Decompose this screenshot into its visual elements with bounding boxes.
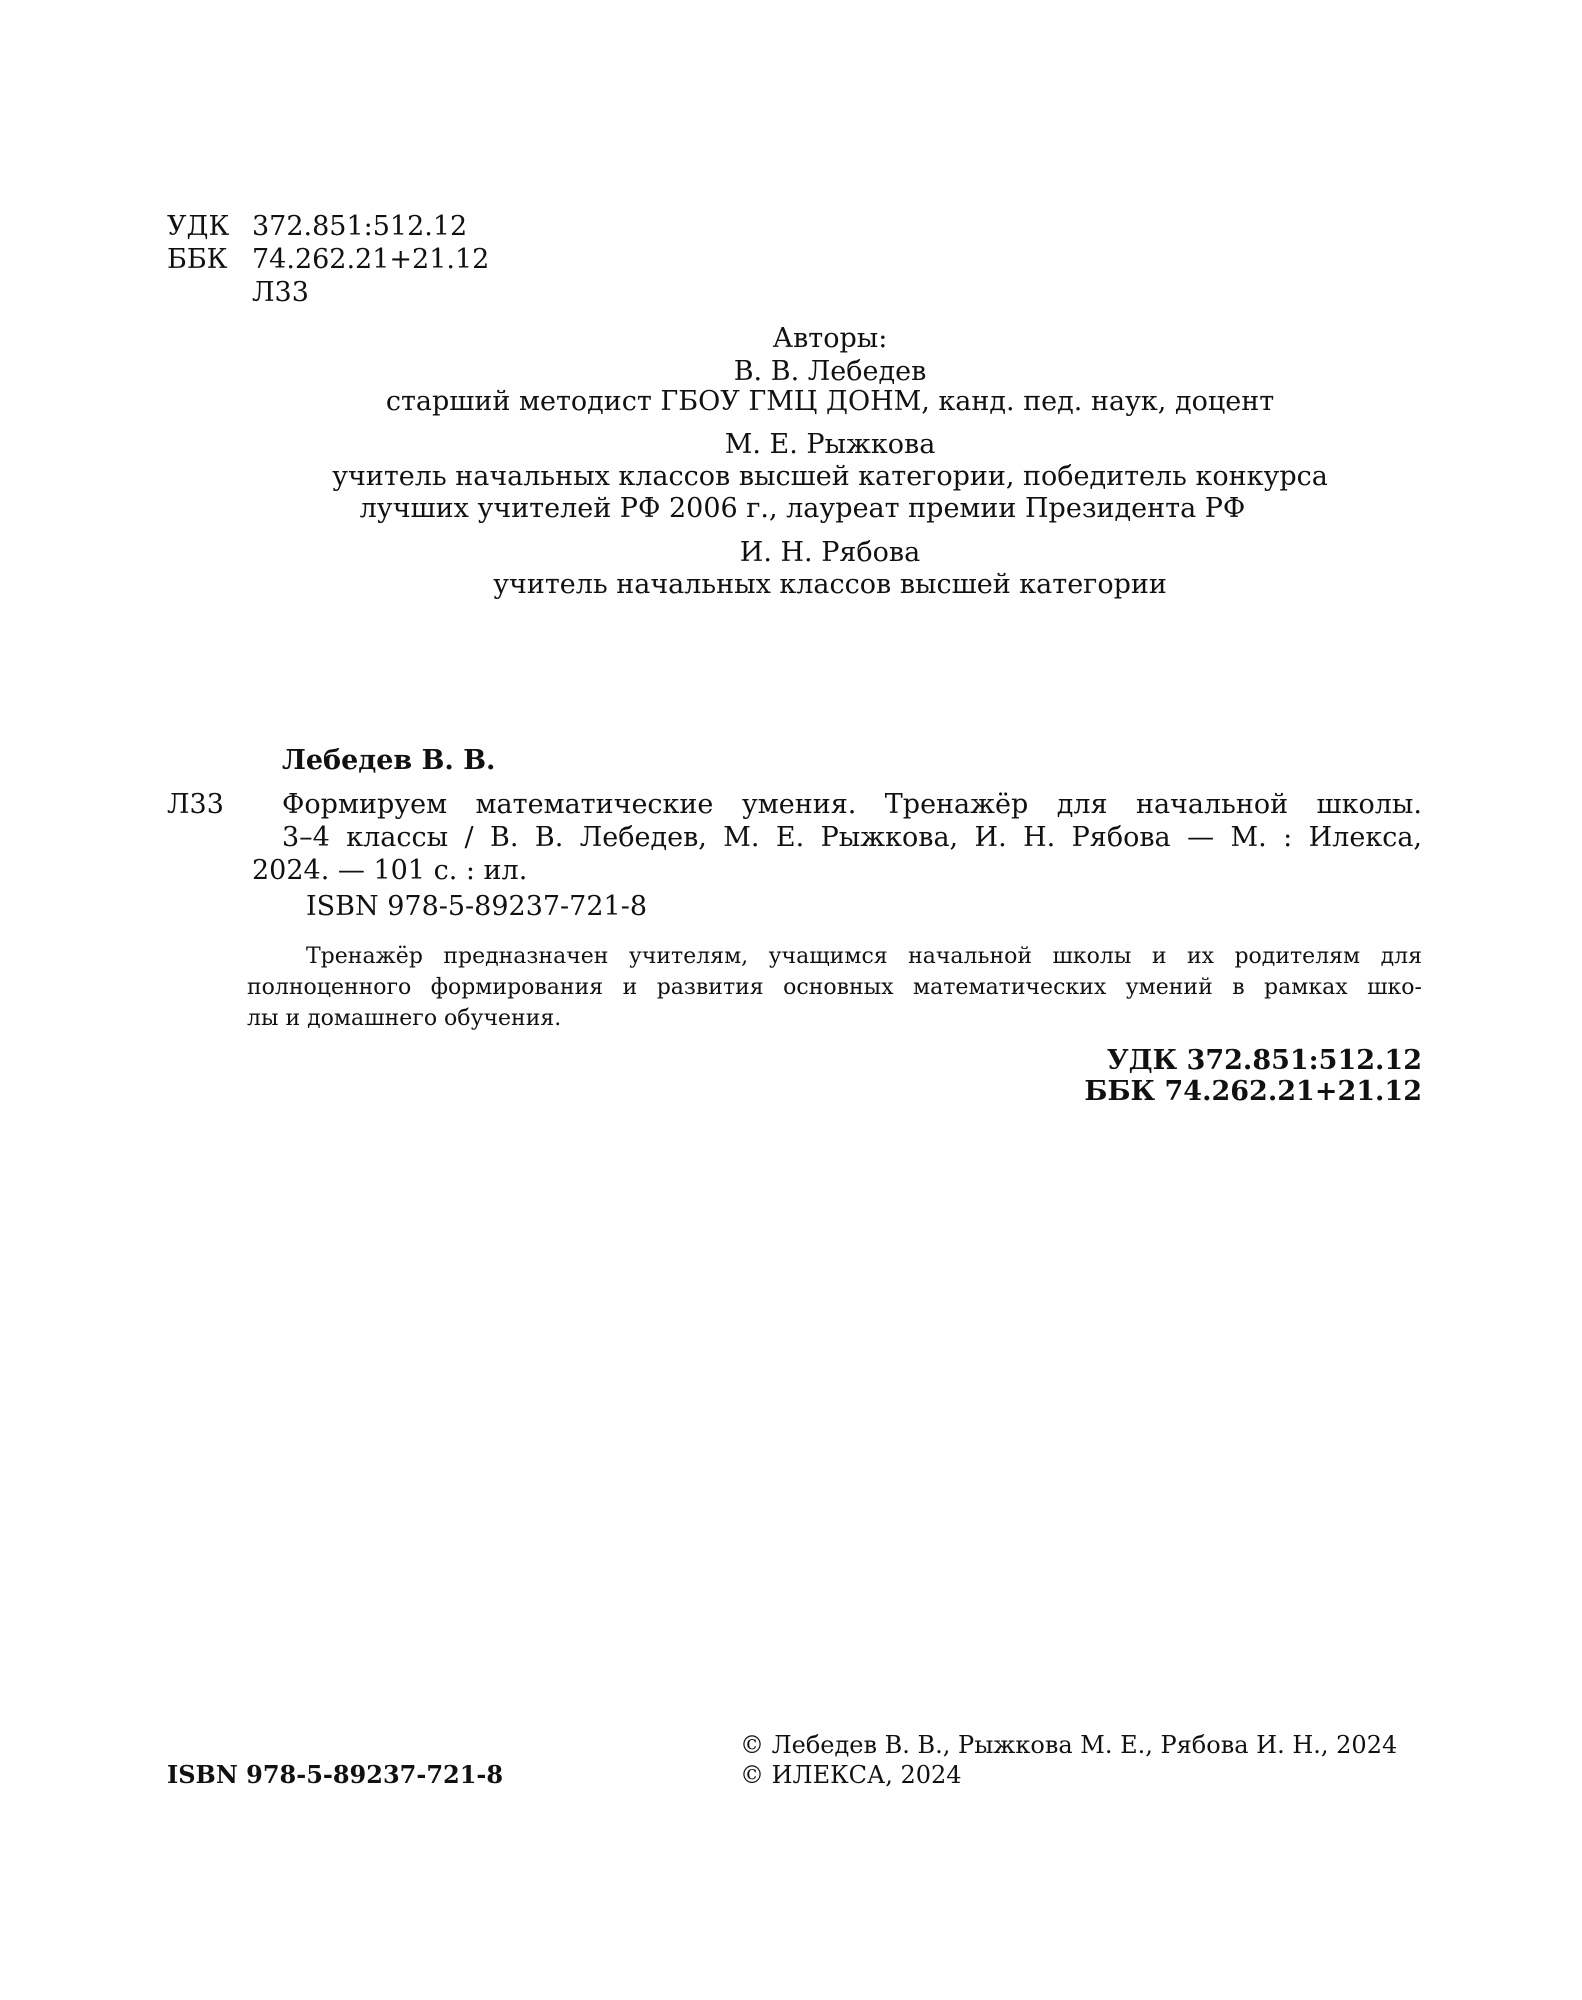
bib-description-line-1: Формируем математические умения. Тренажёр для начальной школы. [282,789,1422,820]
bbk-label: ББК [167,244,228,275]
author-desc-1: старший методист ГБОУ ГМЦ ДОНМ, канд. пед. наук, доцент [385,386,1275,417]
udk-label: УДК [167,211,230,242]
annotation-line-2: полноценного формирования и развития основных математических умений в рамках шко- [247,975,1422,1000]
bib-description-line-2: 3–4 классы / В. В. Лебедев, М. Е. Рыжкова, И. Н. Рябова — М. : Илекса, [282,822,1422,853]
annotation-line-1: Тренажёр предназначен учителям, учащимся начальной школы и их родителям для [306,944,1422,969]
bbk-value: 74.262.21+21.12 [252,244,490,275]
author-desc-3: учитель начальных классов высшей категории [493,569,1167,600]
main-author: Лебедев В. В. [282,745,496,776]
author-mark: Л33 [252,277,309,308]
bib-isbn: ISBN 978-5-89237-721-8 [306,891,648,922]
footer-isbn: ISBN 978-5-89237-721-8 [167,1760,504,1789]
author-name-1: В. В. Лебедев [733,356,927,387]
bib-mark: Л33 [167,789,224,820]
udk-code-bold: УДК 372.851:512.12 [1106,1045,1422,1076]
author-desc-2b: лучших учителей РФ 2006 г., лауреат премии Президента РФ [359,493,1246,524]
annotation-line-3: лы и домашнего обучения. [247,1006,562,1031]
bbk-code-bold: ББК 74.262.21+21.12 [1084,1076,1422,1107]
bib-description-line-3: 2024. — 101 с. : ил. [252,855,528,886]
authors-heading: Авторы: [772,323,888,354]
author-desc-2a: учитель начальных классов высшей категории, победитель конкурса [332,461,1328,492]
udk-value: 372.851:512.12 [252,211,468,242]
author-name-2: М. Е. Рыжкова [724,429,936,460]
copyright-line-1: © Лебедев В. В., Рыжкова М. Е., Рябова И. Н., 2024 [740,1731,1398,1759]
author-name-3: И. Н. Рябова [739,537,921,568]
copyright-line-2: © ИЛЕКСА, 2024 [740,1761,962,1789]
